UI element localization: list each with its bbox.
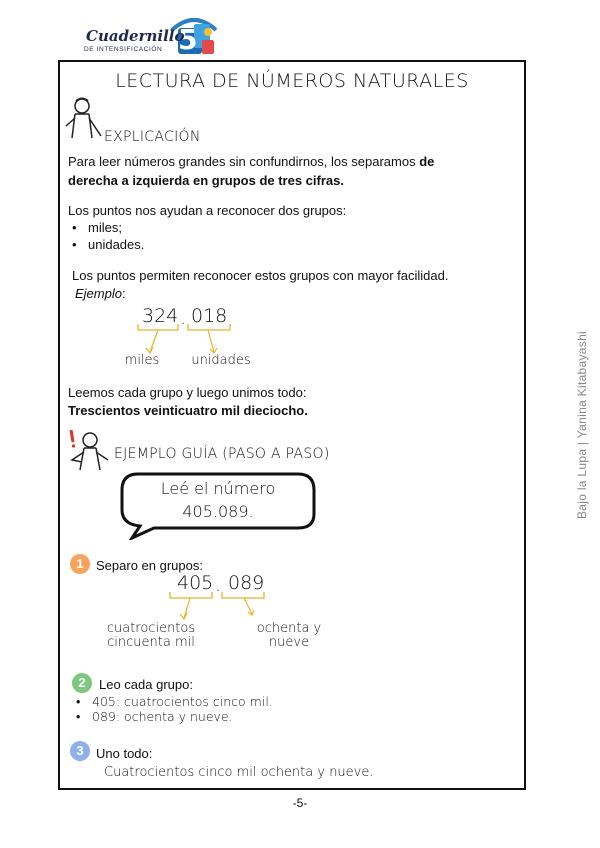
logo-grade: 5 bbox=[178, 23, 198, 56]
step-2-badge: 2 bbox=[72, 673, 92, 693]
explicacion-heading: EXPLICACIÓN bbox=[104, 129, 201, 145]
logo-subtitle: DE INTENSIFICACIÓN bbox=[84, 46, 163, 53]
step-1-brackets bbox=[160, 590, 290, 624]
explicacion-paragraph-1: Para leer números grandes sin confundirnos, los separamos de derecha a izquierda en grupos de tres cifras. bbox=[68, 154, 435, 188]
step-1-number-a: 405 bbox=[177, 572, 214, 594]
explicacion-paragraph-5: Trescientos veinticuatro mil dieciocho. bbox=[68, 403, 308, 418]
bubble-line-1: Leé el número bbox=[160, 479, 276, 498]
thinking-figure-icon bbox=[62, 428, 112, 472]
bubble-line-2: 405.089. bbox=[182, 502, 254, 521]
example-number-miles: 324 bbox=[142, 305, 179, 327]
label-unidades: unidades bbox=[191, 353, 251, 368]
bullet-miles: • miles; bbox=[72, 219, 122, 237]
bullet-unidades: • unidades. bbox=[72, 236, 144, 254]
label-miles: miles bbox=[124, 353, 160, 368]
ejemplo-label: Ejemplo: bbox=[75, 286, 126, 301]
step-1-text: Separo en grupos: bbox=[96, 558, 203, 573]
example-number-unidades: 018 bbox=[191, 305, 228, 327]
step-1-dot: . bbox=[215, 574, 222, 596]
step-2-text: Leo cada grupo: bbox=[99, 677, 193, 692]
explicacion-paragraph-2: Los puntos nos ayudan a reconocer dos grupos: bbox=[68, 203, 347, 218]
step-3-result: Cuatrocientos cinco mil ochenta y nueve. bbox=[104, 765, 374, 780]
explicacion-paragraph-4: Leemos cada grupo y luego unimos todo: bbox=[68, 385, 307, 400]
author-side-text: Bajo la Lupa | Yanina Kitabayashi bbox=[575, 330, 589, 520]
logo-script: Cuadernillo bbox=[86, 27, 185, 45]
page-number: -5- bbox=[292, 796, 308, 810]
example-dot: . bbox=[180, 307, 187, 329]
step-2-item-1: • 405: cuatrocientos cinco mil. bbox=[76, 694, 273, 709]
step-1-badge: 1 bbox=[70, 554, 90, 574]
step-3-text: Uno todo: bbox=[96, 746, 153, 761]
guia-heading: EJEMPLO GUÍA (PASO A PASO) bbox=[114, 446, 330, 462]
step-1-number-b: 089 bbox=[228, 572, 265, 594]
step-2-item-2: • 089: ochenta y nueve. bbox=[76, 709, 233, 724]
teacher-figure-icon bbox=[64, 96, 104, 140]
step-3-badge: 3 bbox=[70, 741, 90, 761]
step-1-label-b: ochenta y nueve bbox=[256, 621, 322, 650]
page-title: LECTURA DE NÚMEROS NATURALES bbox=[115, 70, 469, 92]
step-1-label-a: cuatrocientos cincuenta mil bbox=[106, 621, 196, 650]
explicacion-paragraph-3: Los puntos permiten reconocer estos grupos con mayor facilidad. bbox=[72, 268, 449, 283]
